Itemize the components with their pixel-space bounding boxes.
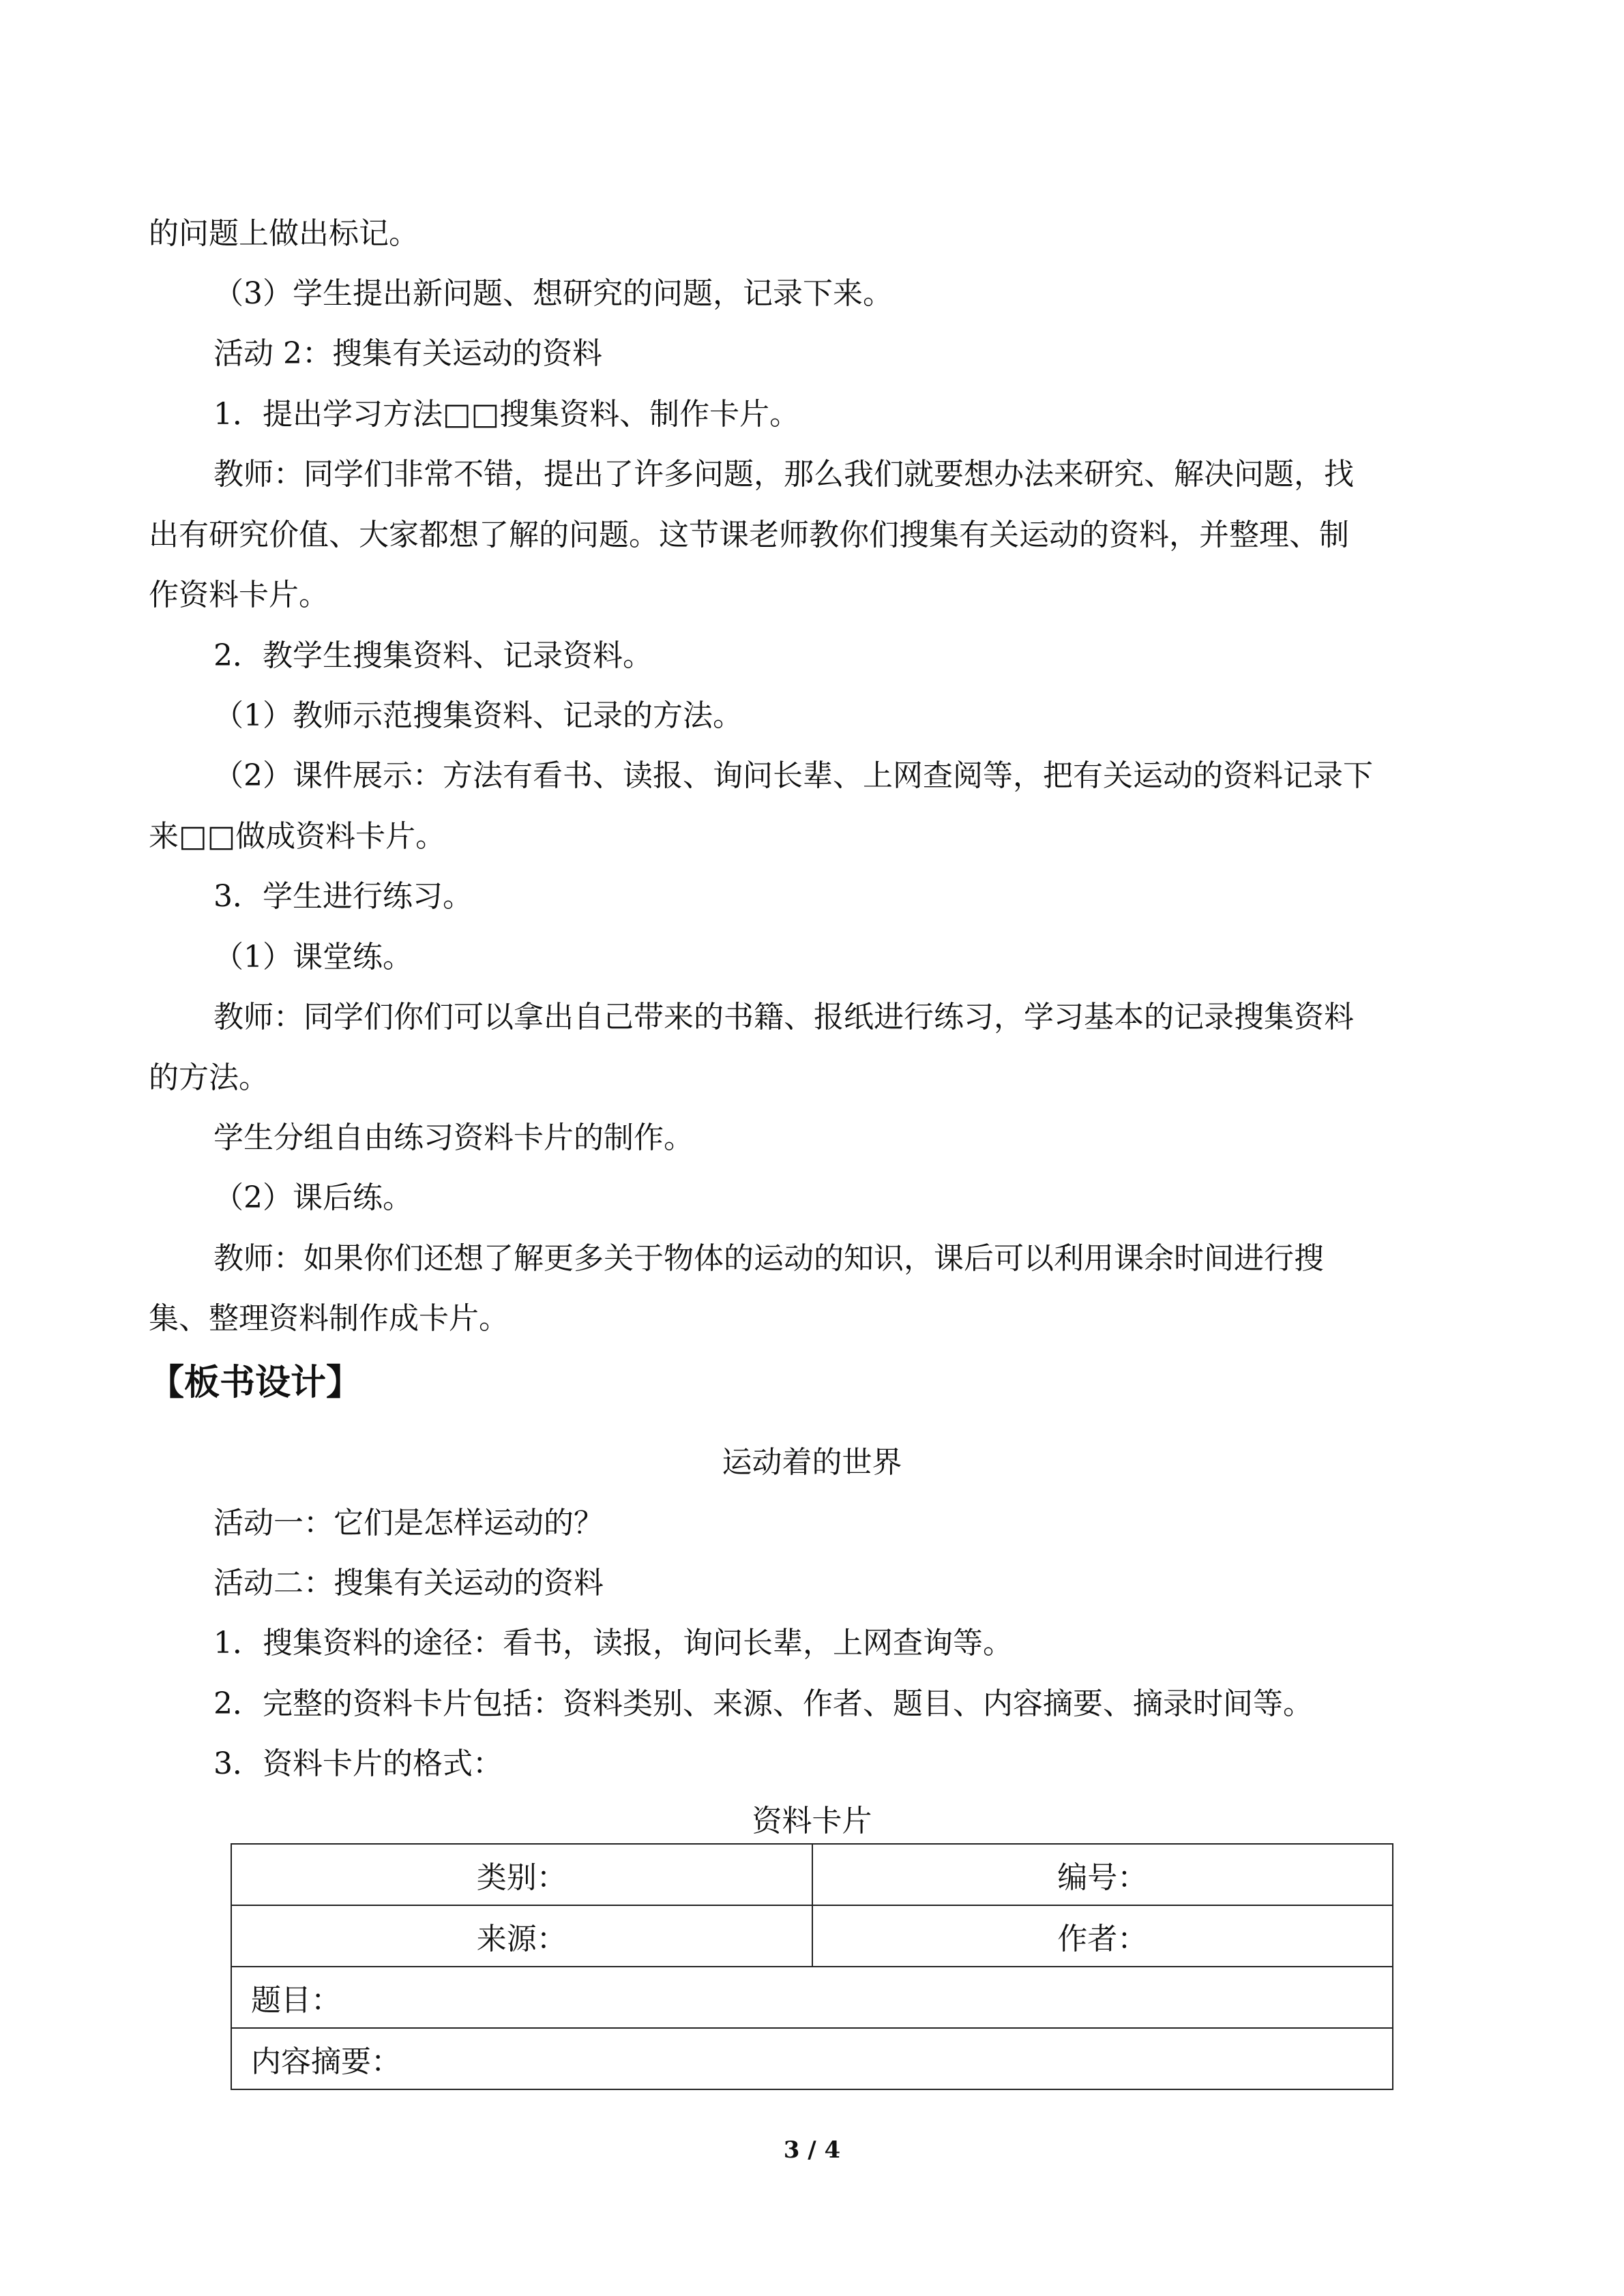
info-card-table <box>231 1843 1393 2090</box>
paragraph-line: 活动 2：搜集有关运动的资料 <box>213 336 602 371</box>
paragraph-line: 集、整理资料制作成卡片。 <box>149 1301 509 1336</box>
board-title: 运动着的世界 <box>722 1445 902 1480</box>
paragraph-line: 教师：同学们你们可以拿出自己带来的书籍、报纸进行练习，学习基本的记录搜集资料 <box>213 1000 1354 1034</box>
source-cell: 来源： <box>231 1905 812 1967</box>
paragraph-line: 学生分组自由练习资料卡片的制作。 <box>213 1120 694 1155</box>
page-number: 3 / 4 <box>783 2136 841 2164</box>
paragraph-line: 的问题上做出标记。 <box>149 216 419 251</box>
board-line: 1．搜集资料的途径：看书，读报，询问长辈，上网查询等。 <box>213 1626 1013 1660</box>
table-row <box>231 1967 1393 2028</box>
number-cell: 编号： <box>812 1844 1393 1905</box>
board-line: 活动二：搜集有关运动的资料 <box>213 1566 604 1600</box>
paragraph-line: 的方法。 <box>149 1060 269 1095</box>
paragraph-line: 2．教学生搜集资料、记录资料。 <box>213 638 653 673</box>
paragraph-line: 教师：同学们非常不错，提出了许多问题，那么我们就要想办法来研究、解决问题，找 <box>213 457 1354 492</box>
table-row <box>231 2028 1393 2089</box>
paragraph-line: 来□□做成资料卡片。 <box>149 819 446 854</box>
board-line: 3．资料卡片的格式： <box>213 1746 503 1781</box>
board-line: 2．完整的资料卡片包括：资料类别、来源、作者、题目、内容摘要、摘录时间等。 <box>213 1686 1313 1721</box>
paragraph-line: 1．提出学习方法□□搜集资料、制作卡片。 <box>213 397 800 432</box>
table-row <box>231 1844 1393 1905</box>
paragraph-line: 教师：如果你们还想了解更多关于物体的运动的知识，课后可以利用课余时间进行搜 <box>213 1241 1324 1276</box>
board-line: 活动一：它们是怎样运动的？ <box>213 1506 604 1540</box>
card-caption: 资料卡片 <box>752 1804 872 1838</box>
section-heading-board-design: 【板书设计】 <box>149 1362 362 1403</box>
category-cell: 类别： <box>231 1844 812 1905</box>
paragraph-line: 3．学生进行练习。 <box>213 879 473 914</box>
author-cell: 作者： <box>812 1905 1393 1967</box>
table-row <box>231 1905 1393 1967</box>
paragraph-line: （3）学生提出新问题、想研究的问题，记录下来。 <box>213 276 893 311</box>
paragraph-line: （1）课堂练。 <box>213 940 413 974</box>
paragraph-line: （2）课件展示：方法有看书、读报、询问长辈、上网查阅等，把有关运动的资料记录下 <box>213 758 1373 793</box>
paragraph-line: 作资料卡片。 <box>149 578 329 612</box>
summary-cell: 内容摘要： <box>231 2028 1393 2089</box>
topic-cell: 题目： <box>231 1967 1393 2028</box>
paragraph-line: （2）课后练。 <box>213 1180 413 1215</box>
paragraph-line: （1）教师示范搜集资料、记录的方法。 <box>213 698 743 733</box>
paragraph-line: 出有研究价值、大家都想了解的问题。这节课老师教你们搜集有关运动的资料，并整理、制 <box>149 518 1349 552</box>
